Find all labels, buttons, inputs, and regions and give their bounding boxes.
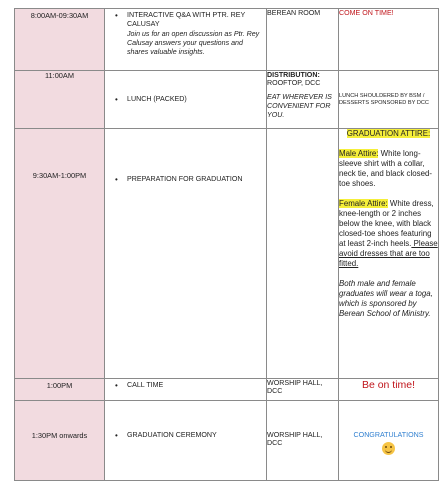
attire-cell xyxy=(339,129,439,379)
activity-cell xyxy=(105,129,267,379)
toga-note: Both male and female graduates will wear a toga, which is sponsored by Berean School of Ministry. xyxy=(339,279,433,318)
note-cell: Be on time! xyxy=(339,379,439,401)
activity-cell xyxy=(105,401,267,481)
table-row xyxy=(15,379,439,401)
lunch-note: LUNCH SHOULDERED BY BSM / DESSERTS SPONSORED BY DCC xyxy=(339,92,429,106)
table-row xyxy=(15,9,439,71)
female-attire-label: Female Attire: xyxy=(339,199,388,208)
note-cell: COME ON TIME! xyxy=(339,9,439,71)
note-cell xyxy=(339,71,439,129)
bullet-icon: • xyxy=(115,431,118,440)
time-cell: 9:30AM-1:00PM xyxy=(15,129,105,379)
venue-note: EAT WHEREVER IS CONVENIENT FOR YOU. xyxy=(267,93,332,119)
venue-cell xyxy=(267,71,339,129)
table-row xyxy=(15,71,439,129)
time-cell: 1:00PM xyxy=(15,379,105,401)
table-row xyxy=(15,401,439,481)
activity-title: LUNCH (PACKED) xyxy=(127,95,187,103)
smiling-face-icon xyxy=(382,442,395,455)
bullet-icon: • xyxy=(115,95,118,104)
activity-title: GRADUATION CEREMONY xyxy=(127,431,217,439)
time-cell: 11:00AM xyxy=(15,71,105,129)
bullet-icon: • xyxy=(115,175,118,184)
venue-location: ROOFTOP, DCC xyxy=(267,79,321,87)
venue-cell: WORSHIP HALL, DCC xyxy=(267,379,339,401)
activity-cell xyxy=(105,9,267,71)
time-cell: 8:00AM-09:30AM xyxy=(15,9,105,71)
table-row xyxy=(15,129,439,379)
male-attire-text: White long-sleeve shirt with a collar, neck tie, and black closed-toe shoes. xyxy=(339,149,432,188)
congratulations-text: CONGRATULATIONS xyxy=(353,431,424,439)
venue-cell xyxy=(267,129,339,379)
venue-title: DISTRIBUTION: xyxy=(267,71,320,79)
female-attire-warning: Please avoid dresses that are too fitted. xyxy=(339,239,438,268)
schedule-table xyxy=(14,8,439,481)
attire-heading: GRADUATION ATTIRE: xyxy=(346,129,431,138)
activity-cell xyxy=(105,379,267,401)
activity-cell xyxy=(105,71,267,129)
note-cell xyxy=(339,401,439,481)
female-attire-text: White dress, knee-length or 2 inches below the knee, with black closed-toe shoes featuring at least 2-inch heels. xyxy=(339,199,434,248)
bullet-icon: • xyxy=(115,11,118,20)
activity-title: INTERACTIVE Q&A WITH PTR. REY CALUSAY xyxy=(127,11,246,28)
venue-cell: BEREAN ROOM xyxy=(267,9,339,71)
venue-cell: WORSHIP HALL, DCC xyxy=(267,401,339,481)
bullet-icon: • xyxy=(115,381,118,390)
male-attire-label: Male Attire: xyxy=(339,149,379,158)
time-cell: 1:30PM onwards xyxy=(15,401,105,481)
activity-title: PREPARATION FOR GRADUATION xyxy=(127,175,243,183)
activity-title: CALL TIME xyxy=(127,381,164,389)
activity-description: Join us for an open discussion as Ptr. Rey Calusay answers your questions and shares valuable insights. xyxy=(127,30,260,56)
